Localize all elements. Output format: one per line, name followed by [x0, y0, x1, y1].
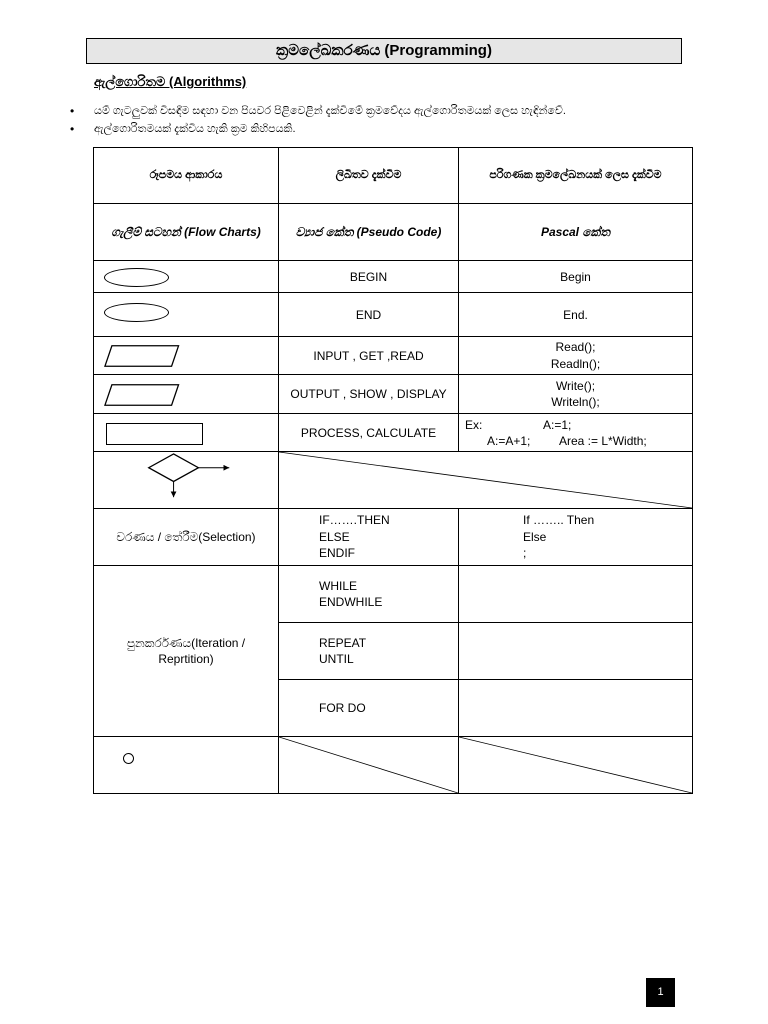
pseudo-line: ENDIF	[319, 546, 355, 561]
bullet-item: • ඇල්ගොරිතමයක් දැක්විය හැකි ක්‍රම කිහිපයකි.	[70, 120, 566, 138]
pascal-line: Write();	[555, 378, 596, 393]
table-row	[94, 737, 693, 794]
input-output-parallelogram-icon	[94, 337, 278, 374]
flowchart-cell	[94, 261, 279, 293]
pseudo-cell: INPUT , GET ,READ	[279, 337, 459, 375]
table-row	[94, 566, 693, 623]
cell-diagonal-line	[459, 737, 692, 793]
input-output-parallelogram-icon	[94, 375, 278, 413]
pascal-line: If …….. Then	[523, 513, 595, 528]
pseudo-line: ENDWHILE	[319, 595, 383, 609]
empty-crossed-cell	[279, 452, 693, 509]
section-heading: ඇල්ගොරිතම (Algorithms)	[94, 74, 247, 89]
cell-diagonal-line	[279, 452, 692, 508]
pascal-line: ;	[523, 546, 527, 561]
pseudo-line: WHILE	[319, 578, 358, 593]
subheader-flowcharts: ගැලීම් සටහන් (Flow Charts)	[94, 204, 279, 261]
example-code: A:=1;	[543, 418, 572, 432]
pascal-cell	[459, 566, 693, 623]
pseudo-line: IF…….THEN	[319, 513, 390, 528]
pascal-line: Else	[523, 529, 547, 544]
pascal-line: Writeln();	[551, 395, 600, 409]
table-row	[94, 261, 693, 293]
table-row	[94, 337, 693, 375]
algorithm-representation-table	[93, 147, 693, 794]
empty-crossed-cell	[279, 737, 459, 794]
pascal-cell	[459, 337, 693, 375]
pascal-cell: Begin	[459, 261, 693, 293]
header-pictorial: රූපමය ආකාරය	[94, 148, 279, 204]
pascal-line: Readln();	[550, 356, 601, 371]
selection-label: වරණය / තේරීම(Selection)	[94, 509, 279, 566]
pseudo-line: UNTIL	[319, 652, 354, 666]
pseudo-cell: BEGIN	[279, 261, 459, 293]
flowchart-cell	[94, 737, 279, 794]
flowchart-cell	[94, 375, 279, 414]
flowchart-cell	[94, 337, 279, 375]
pseudo-cell	[279, 509, 459, 566]
cell-diagonal-line	[279, 737, 458, 793]
pseudo-cell: END	[279, 293, 459, 337]
subheader-pseudocode: ව්‍යාජ කේත (Pseudo Code)	[279, 204, 459, 261]
pascal-cell	[459, 414, 693, 452]
example-code: A:=A+1;	[487, 434, 531, 448]
iteration-label	[94, 566, 279, 737]
header-written: ලිඛිතව දැක්වීම	[279, 148, 459, 204]
bullet-list	[70, 102, 566, 138]
pseudo-cell	[279, 566, 459, 623]
table-row	[94, 509, 693, 566]
terminator-oval-icon	[104, 268, 169, 287]
header-program: පරිගණක ක්‍රමලේඛනයක් ලෙස දැක්වීම	[459, 148, 693, 204]
pseudo-cell: OUTPUT , SHOW , DISPLAY	[279, 375, 459, 414]
pascal-cell	[459, 623, 693, 680]
pseudo-cell: FOR DO	[279, 680, 459, 737]
process-rectangle-icon	[106, 423, 203, 445]
subheader-pascal: Pascal කේත	[459, 204, 693, 261]
flowchart-cell	[94, 293, 279, 337]
page-number: 1	[646, 978, 675, 1007]
pascal-cell	[459, 680, 693, 737]
empty-crossed-cell	[459, 737, 693, 794]
flowchart-cell	[94, 414, 279, 452]
connector-circle-icon	[123, 753, 134, 764]
pseudo-line: REPEAT	[319, 635, 367, 650]
table-row	[94, 293, 693, 337]
decision-diamond-icon	[94, 452, 278, 508]
pseudo-cell: PROCESS, CALCULATE	[279, 414, 459, 452]
example-code: Area := L*Width;	[559, 434, 647, 448]
table-subheader-row	[94, 204, 693, 261]
iteration-label-line: Reprtition)	[158, 652, 214, 666]
pascal-cell	[459, 375, 693, 414]
flowchart-cell	[94, 452, 279, 509]
page-title: ක්‍රමලේඛකරණය (Programming)	[86, 38, 682, 64]
table-row	[94, 375, 693, 414]
example-label: Ex:	[465, 418, 483, 432]
table-row	[94, 452, 693, 509]
bullet-item: • යම් ගැටලුවක් විසඳීම සඳහා වන පියවර පිළිවෙළින් දැක්වීමේ ක්‍රමවේදය ඇල්ගොරිතමයක් ලෙස හැඳින්වේ.	[70, 102, 566, 120]
pascal-line: Read();	[555, 340, 596, 354]
pascal-cell: End.	[459, 293, 693, 337]
iteration-label-line: පුනකර්රණය(Iteration /	[126, 635, 246, 650]
pascal-cell	[459, 509, 693, 566]
terminator-oval-icon	[104, 303, 169, 322]
table-header-row	[94, 148, 693, 204]
pseudo-line: ELSE	[319, 529, 350, 544]
pseudo-cell	[279, 623, 459, 680]
table-row	[94, 414, 693, 452]
